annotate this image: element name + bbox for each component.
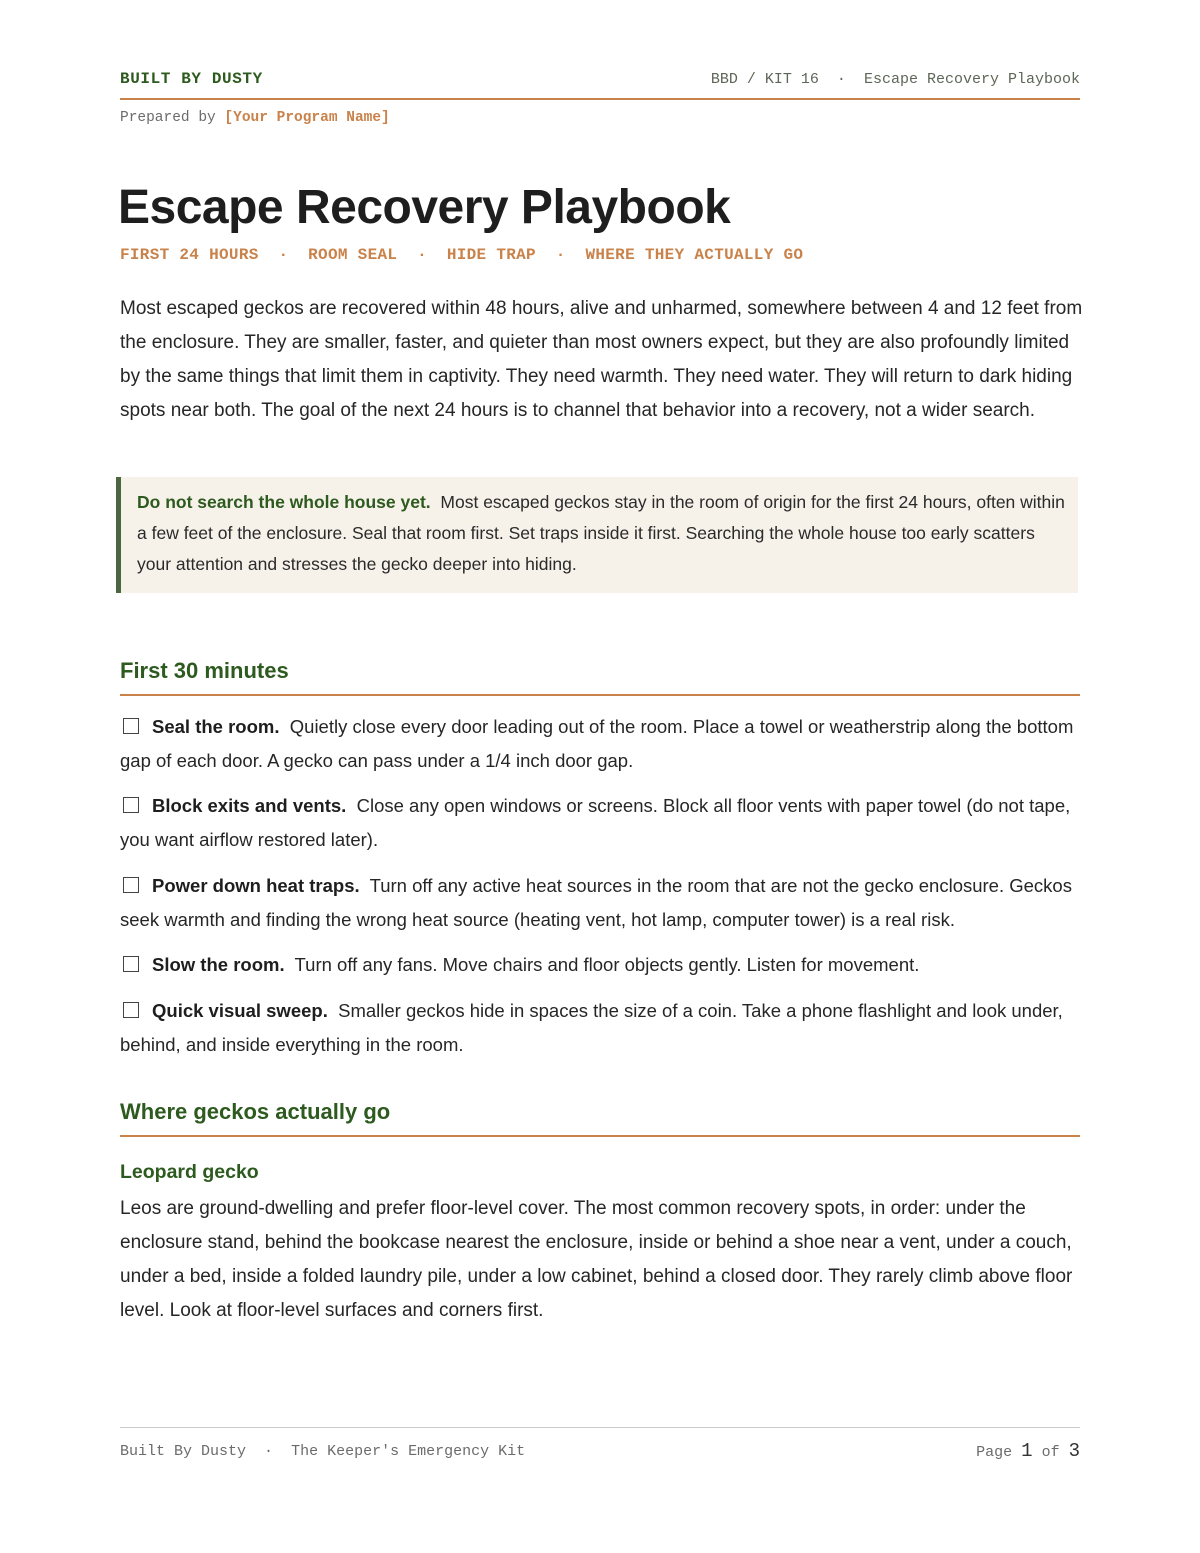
checklist-item-title: Slow the room. bbox=[152, 954, 285, 975]
checkbox-icon[interactable] bbox=[123, 718, 139, 734]
prepared-by-label: Prepared by bbox=[120, 110, 216, 126]
callout-body: Most escaped geckos stay in the room of origin for the first 24 hours, often within a few feet of the enclosure. Seal that room first. Set traps inside it first. Searching the whole house too early scatters your attention and stresses the gecko deeper into hiding. bbox=[137, 492, 1065, 574]
current-page: 1 bbox=[1021, 1440, 1033, 1462]
header-separator: · bbox=[836, 71, 846, 88]
page-number bbox=[976, 1440, 1080, 1462]
of-label: of bbox=[1041, 1444, 1060, 1461]
callout-lead: Do not search the whole house yet. bbox=[137, 492, 431, 512]
subheading-leopard-gecko: Leopard gecko bbox=[120, 1161, 259, 1183]
tagline-separator: · bbox=[417, 246, 427, 264]
intro-paragraph: Most escaped geckos are recovered within 48 hours, alive and unharmed, somewhere between 4 and 12 feet from the enclosure. They are smaller, faster, and quieter than most owners expect, but they are also profoundly limited by the same things that limit them in captivity. They need warmth. They need water. They will return to dark hiding spots near both. The goal of the next 24 hours is to channel that behavior into a recovery, not a wider search. bbox=[120, 298, 1083, 421]
header-doc-ref bbox=[711, 71, 1080, 88]
leopard-gecko-paragraph: Leos are ground-dwelling and prefer floor-level cover. The most common recovery spots, in order: under the enclosure stand, behind the bookcase nearest the enclosure, inside or behind a shoe near a vent, under a couch, under a bed, inside a folded laundry pile, under a low cabinet, behind a closed door. They rarely climb above floor level. Look at floor-level surfaces and corners first. bbox=[120, 1198, 1073, 1321]
page-title: Escape Recovery Playbook bbox=[118, 181, 731, 234]
tagline-item: WHERE THEY ACTUALLY GO bbox=[585, 246, 804, 264]
footer-kit-name: The Keeper's Emergency Kit bbox=[291, 1443, 526, 1460]
section-heading-first-30-minutes: First 30 minutes bbox=[120, 658, 1080, 696]
tagline-separator: · bbox=[278, 246, 289, 264]
checklist-item-title: Power down heat traps. bbox=[152, 875, 360, 896]
checklist-item-title: Block exits and vents. bbox=[152, 795, 347, 816]
checklist-item-text: Smaller geckos hide in spaces the size of a coin. Take a phone flashlight and look under, behind, and inside everything in the room. bbox=[120, 1000, 1063, 1055]
footer-brand: Built By Dusty bbox=[120, 1443, 247, 1460]
warning-callout bbox=[116, 477, 1078, 593]
checklist-item bbox=[120, 789, 1085, 857]
total-pages: 3 bbox=[1068, 1440, 1080, 1462]
tagline bbox=[120, 246, 803, 264]
tagline-item: HIDE TRAP bbox=[446, 246, 536, 264]
checkbox-icon[interactable] bbox=[123, 797, 139, 813]
page-header bbox=[120, 68, 1080, 100]
checklist-item bbox=[120, 710, 1085, 778]
checkbox-icon[interactable] bbox=[123, 956, 139, 972]
checklist-item bbox=[120, 869, 1085, 937]
checklist-item-title: Quick visual sweep. bbox=[152, 1000, 328, 1021]
checklist-item bbox=[120, 994, 1085, 1062]
brand-label: BUILT BY DUSTY bbox=[120, 70, 263, 88]
page-footer bbox=[120, 1427, 1080, 1468]
tagline-item: FIRST 24 HOURS bbox=[120, 246, 259, 264]
checkbox-icon[interactable] bbox=[123, 1002, 139, 1018]
checkbox-icon[interactable] bbox=[123, 877, 139, 893]
checklist-item-text: Turn off any active heat sources in the room that are not the gecko enclosure. Geckos seek warmth and finding the wrong heat source (heating vent, hot lamp, computer tower) is a real risk. bbox=[120, 875, 1072, 930]
prepared-by-line bbox=[120, 110, 390, 126]
page-label: Page bbox=[976, 1444, 1013, 1461]
checklist-item-text: Close any open windows or screens. Block all floor vents with paper towel (do not tape, you want airflow restored later). bbox=[120, 795, 1071, 850]
callout-text bbox=[137, 487, 1072, 580]
program-name-placeholder: [Your Program Name] bbox=[224, 110, 390, 126]
section-heading-where-geckos-go: Where geckos actually go bbox=[120, 1099, 1080, 1137]
footer-separator: · bbox=[264, 1443, 274, 1460]
tagline-separator: · bbox=[555, 246, 566, 264]
header-doc-title: Escape Recovery Playbook bbox=[863, 71, 1080, 88]
kit-code: BBD / KIT 16 bbox=[710, 71, 819, 88]
checklist-item-text: Quietly close every door leading out of the room. Place a towel or weatherstrip along the bottom gap of each door. A gecko can pass under a 1/4 inch door gap. bbox=[120, 716, 1074, 771]
checklist-item-text: Turn off any fans. Move chairs and floor objects gently. Listen for movement. bbox=[294, 954, 920, 975]
checklist-item-title: Seal the room. bbox=[152, 716, 280, 737]
checklist-item bbox=[120, 948, 1085, 982]
footer-brand-line bbox=[120, 1443, 525, 1460]
tagline-item: ROOM SEAL bbox=[308, 246, 398, 264]
